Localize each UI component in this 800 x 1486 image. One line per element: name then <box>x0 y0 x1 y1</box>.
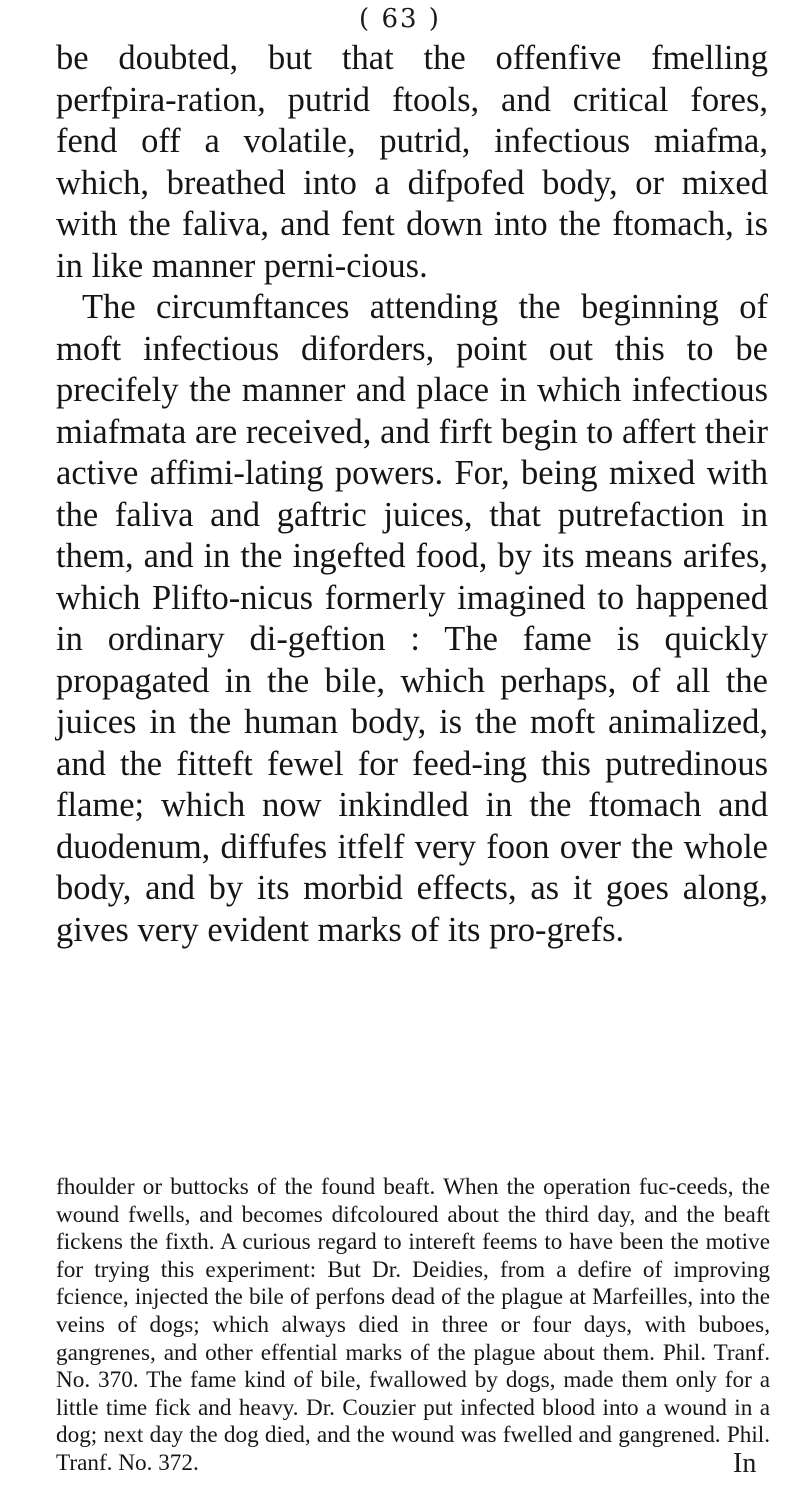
footnote-text: fhoulder or buttocks of the found beaft. When the operation fuc-ceeds, the wound fwells, and becomes difcoloured about the third day, and the beaft fickens the fixth. A curious regard to intereft feems to have been the motive for trying this experiment: But Dr. Deidies, from a defire of improving fcience, injected the bile of perfons dead of the plague at Marfeilles, into the veins of dogs; which always died in three or four days, with buboes, gangrenes, and other effential marks of the plague about them. Phil. Tranf. No. 370. The fame kind of bile, fwallowed by dogs, made them only for a little time fick and heavy. Dr. Couzier put infected blood into a wound in a dog; next day the dog died, and the wound was fwelled and gangrened. Phil. Tranf. No. 372. <box>56 1174 770 1476</box>
page-number: ( 63 ) <box>359 4 441 34</box>
paragraph-continuation: be doubted, but that the offenfive fmelling perfpira-ration, putrid ftools, and critical fores, fend off a volatile, putrid, infectious miafma, which, breathed into a difpofed body, or mixed with the faliva, and fent down into the ftomach, is in like manner perni-cious. <box>56 39 768 285</box>
paragraph-circumstances: The circumftances attending the beginning of moft infectious diforders, point out this to be precifely the manner and place in which infectious miafmata are received, and firft begin to affert their active affimi-lating powers. For, being mixed with the faliva and gaftric juices, that putrefaction in them, and in the ingefted food, by its means arifes, which Plifto-nicus formerly imagined to happened in ordinary di-geftion : The fame is quickly propagated in the bile, which perhaps, of all the juices in the human body, is the moft animalized, and the fitteft fewel for feed-ing this putredinous flame; which now inkindled in the ftomach and duodenum, diffufes itfelf very foon over the whole body, and by its morbid effects, as it goes along, gives very evident marks of its pro-grefs. <box>56 288 768 949</box>
main-text <box>56 38 768 951</box>
footnote <box>56 1174 770 1478</box>
catchword: In <box>733 1448 757 1479</box>
